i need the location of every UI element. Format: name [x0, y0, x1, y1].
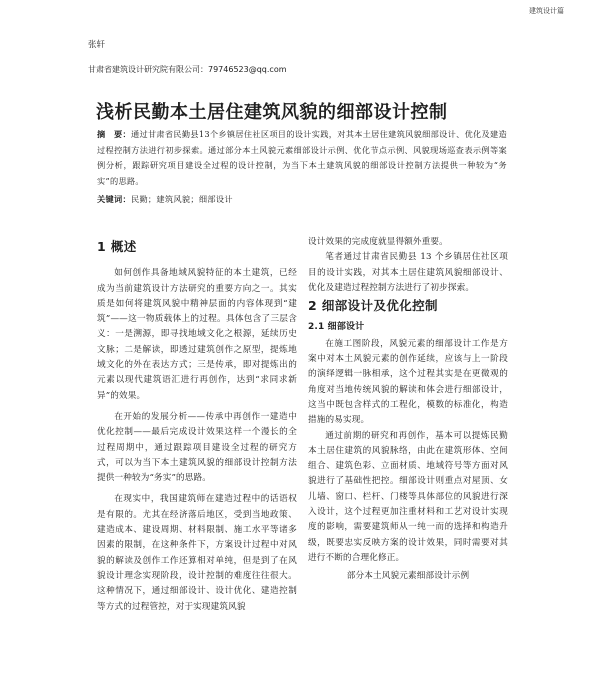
journal-section-tag: 建筑设计篇 — [529, 7, 564, 15]
paragraph: 如何创作具备地域风貌特征的本土建筑，已经成为当前建筑设计方法研究的重要方向之一。其实质是如何将建筑风貌中精神层面的内容体现到“建筑”——这一物质载体上的过程。具体包含了三层含义：一是溯源，即寻找地域文化之根源，延续历史文脉；二是解读，即透过建筑创作之原型，提炼地域文化的外在表达方式；三是传承，即对提炼出的元素以现代建筑语汇进行再创作，达到“求同求新异”的效果。 — [97, 268, 297, 401]
subsection-heading: 2.1 细部设计 — [308, 322, 365, 333]
right-column — [308, 235, 508, 585]
keywords-text: 民勤；建筑风貌；细部设计 — [130, 194, 233, 204]
paragraph: 笔者通过甘肃省民勤县 13 个乡镇居住社区项目的设计实践，对其本土居住建筑风貌细部设计、优化及建造过程控制方法进行了初步探索。 — [308, 252, 508, 293]
paper-title: 浅析民勤本土居住建筑风貌的细部设计控制 — [96, 102, 448, 123]
abstract-text: 通过甘肃省民勤县13个乡镇居住社区项目的设计实践，对其本土居住建筑风貌细部设计、优化及建造过程控制方法进行初步探索。通过部分本土风貌元素细部设计示例、优化节点示例、风貌现场巡查表示例等案例分析，跟踪研究项目建设全过程的设计控制，为当下本土建筑风貌的细部设计控制方法提供一种较为“务实”的思路。 — [97, 129, 508, 186]
keywords-label: 关键词： — [97, 194, 131, 204]
section-heading-detail-design: 2 细部设计及优化控制 — [308, 298, 438, 314]
paragraph: 在施工图阶段，风貌元素的细部设计工作是方案中对本土风貌元素的创作延续，应该与上一阶段的演绎逻辑一脉相承，这个过程其实是在更微观的角度对当地传统风貌的解读和体会进行细部设计，这当中既包含样式的工程化，模数的标准化，构造措施的易实现。 — [308, 338, 508, 426]
paragraph-continuation: 设计效果的完成度就显得额外重要。 — [308, 237, 448, 247]
abstract-label: 摘 要： — [97, 129, 131, 139]
keywords — [97, 194, 233, 205]
paragraph: 在开始的发展分析——传承中再创作一建造中优化控制——最后完成设计效果这样一个漫长的全过程周期中，通过跟踪项目建设全过程的研究方式，可以为当下本土建筑风貌的细部设计控制方法提供一种较为“务实”的思路。 — [97, 411, 297, 484]
author-name: 张轩 — [88, 40, 106, 50]
paragraph: 通过前期的研究和再创作，基本可以提炼民勤本土居住建筑的风貌脉络，由此在建筑形体、空间组合、建筑色彩、立面材质、地域符号等方面对风貌进行了基础性把控。细部设计则重点对屋顶、女儿墙、窗口、栏杆、门楼等具体部位的风貌进行深入设计，这个过程更加注重材料和工艺对设计实现度的影响，需要建筑师从一纯一而的选择和构造升级，既要忠实反映方案的设计效果，同时需要对其进行不断的合理化修正。 — [308, 430, 508, 563]
figure-caption: 部分本土风貌元素细部设计示例 — [346, 571, 470, 582]
paragraph: 在现实中，我国建筑师在建造过程中的话语权是有限的。尤其在经济落后地区，受到当地政策、建造成本、建设周期、材料限制、施工水平等诸多因素的限制，在这种条件下，方案设计过程中对风貌的解读及创作工作还算相对单纯，但是到了在风貌设计理念实现阶段，设计控制的难度往往很大。这种情况下，通过细部设计、设计优化、建造控制等方式的过程管控，对于实现建筑风貌 — [97, 494, 297, 612]
left-column — [97, 236, 297, 615]
author-affiliation: 甘肃省建筑设计研究院有限公司：79746523@qq.com — [88, 65, 287, 74]
section-heading-overview: 1 概述 — [97, 239, 137, 254]
abstract — [97, 127, 507, 189]
